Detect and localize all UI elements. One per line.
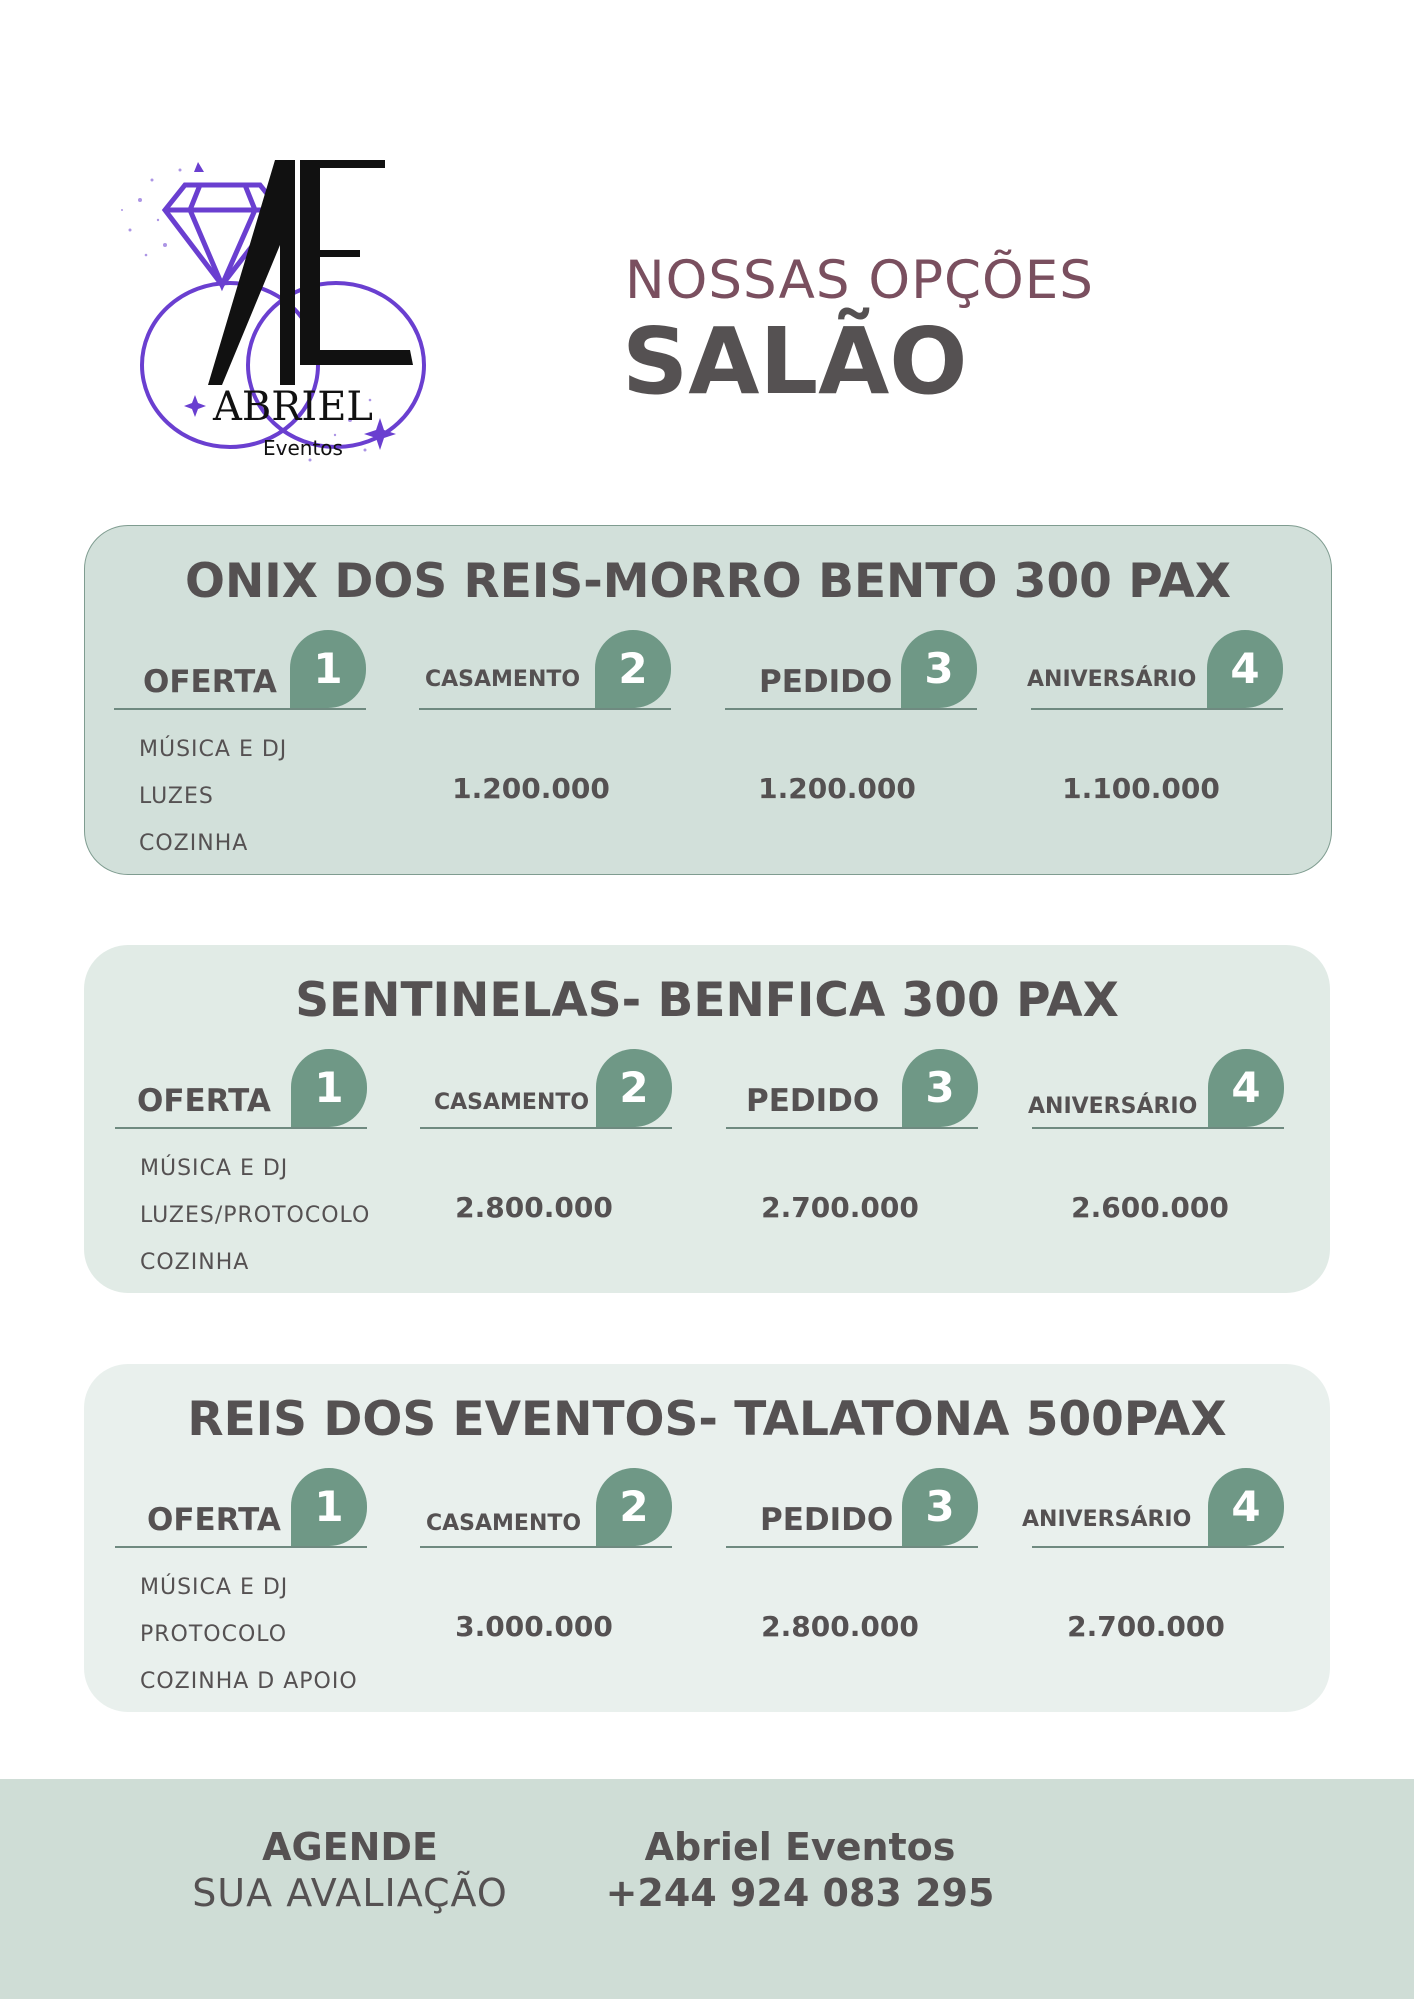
column-aniversario <box>1022 1468 1284 1548</box>
footer-band <box>0 1779 1414 1999</box>
column-label: PEDIDO <box>746 1083 880 1119</box>
column-pedido <box>725 630 977 710</box>
column-number-badge: 1 <box>290 630 366 708</box>
list-item: MÚSICA E DJ <box>140 1575 289 1600</box>
column-number-badge: 4 <box>1207 630 1283 708</box>
footer-contact <box>600 1825 1000 1915</box>
list-item: PROTOCOLO <box>140 1622 288 1647</box>
column-number-badge: 2 <box>595 630 671 708</box>
column-label: ANIVERSÁRIO <box>1027 667 1197 692</box>
column-number-badge: 3 <box>901 630 977 708</box>
column-label: OFERTA <box>143 664 277 700</box>
list-item: MÚSICA E DJ <box>140 1156 289 1181</box>
footer-cta <box>150 1825 550 1915</box>
price-aniversario: 2.700.000 <box>1067 1610 1225 1643</box>
column-label: PEDIDO <box>760 1502 894 1538</box>
column-label: CASAMENTO <box>425 667 581 692</box>
included-items-list <box>140 1564 358 1705</box>
column-label: CASAMENTO <box>434 1090 590 1115</box>
column-casamento <box>419 630 671 710</box>
column-divider <box>420 1127 672 1129</box>
cta-subheading: SUA AVALIAÇÃO <box>192 1871 508 1915</box>
column-number-badge: 1 <box>291 1049 367 1127</box>
venue-title: REIS DOS EVENTOS- TALATONA 500PAX <box>187 1392 1227 1447</box>
list-item: COZINHA <box>139 831 249 856</box>
list-item: LUZES <box>139 784 214 809</box>
venue-card-reis-dos-eventos <box>84 1364 1330 1712</box>
venue-card-sentinelas <box>84 945 1330 1293</box>
column-divider <box>725 708 977 710</box>
page-subtitle: NOSSAS OPÇÕES <box>625 250 1094 311</box>
price-casamento: 2.800.000 <box>455 1191 613 1224</box>
column-number-badge: 1 <box>291 1468 367 1546</box>
column-divider <box>1032 1546 1284 1548</box>
column-number-badge: 4 <box>1208 1468 1284 1546</box>
page-title: SALÃO <box>622 308 968 415</box>
column-oferta <box>114 630 366 710</box>
price-pedido: 1.200.000 <box>758 772 916 805</box>
included-items-list <box>140 1145 370 1286</box>
logo-emblem-icon <box>110 150 470 480</box>
column-divider <box>115 1546 367 1548</box>
column-divider <box>420 1546 672 1548</box>
svg-text:ABRIEL: ABRIEL <box>213 384 373 430</box>
column-oferta <box>115 1468 367 1548</box>
brand-logo <box>110 150 470 480</box>
column-label: ANIVERSÁRIO <box>1028 1094 1198 1119</box>
list-item: COZINHA <box>140 1250 250 1275</box>
price-casamento: 1.200.000 <box>452 772 610 805</box>
column-aniversario <box>1028 1049 1284 1129</box>
list-item: LUZES/PROTOCOLO <box>140 1203 371 1228</box>
column-number-badge: 2 <box>596 1049 672 1127</box>
column-pedido <box>726 1468 978 1548</box>
column-divider <box>726 1546 978 1548</box>
column-divider <box>114 708 366 710</box>
column-divider <box>1031 708 1283 710</box>
brand-name: Abriel Eventos <box>644 1825 956 1869</box>
column-oferta <box>115 1049 367 1129</box>
list-item: MÚSICA E DJ <box>139 737 288 762</box>
svg-text:Eventos: Eventos <box>263 436 343 460</box>
column-number-badge: 3 <box>902 1049 978 1127</box>
price-aniversario: 2.600.000 <box>1071 1191 1229 1224</box>
price-pedido: 2.800.000 <box>761 1610 919 1643</box>
list-item: COZINHA D APOIO <box>140 1669 358 1694</box>
column-label: CASAMENTO <box>426 1511 582 1536</box>
column-casamento <box>420 1468 672 1548</box>
column-label: OFERTA <box>147 1502 281 1538</box>
column-number-badge: 2 <box>596 1468 672 1546</box>
column-divider <box>1032 1127 1284 1129</box>
column-casamento <box>420 1049 672 1129</box>
column-divider <box>726 1127 978 1129</box>
price-pedido: 2.700.000 <box>761 1191 919 1224</box>
column-number-badge: 4 <box>1208 1049 1284 1127</box>
cta-heading: AGENDE <box>262 1825 438 1869</box>
column-label: OFERTA <box>137 1083 271 1119</box>
price-aniversario: 1.100.000 <box>1062 772 1220 805</box>
venue-title: SENTINELAS- BENFICA 300 PAX <box>295 973 1119 1028</box>
venue-title: ONIX DOS REIS-MORRO BENTO 300 PAX <box>185 554 1231 609</box>
venue-card-onix <box>84 525 1332 875</box>
column-label: ANIVERSÁRIO <box>1022 1507 1192 1532</box>
column-divider <box>115 1127 367 1129</box>
phone-number[interactable]: +244 924 083 295 <box>605 1871 995 1915</box>
column-label: PEDIDO <box>759 664 893 700</box>
column-pedido <box>726 1049 978 1129</box>
column-number-badge: 3 <box>902 1468 978 1546</box>
included-items-list <box>139 726 287 867</box>
price-casamento: 3.000.000 <box>455 1610 613 1643</box>
column-aniversario <box>1027 630 1283 710</box>
column-divider <box>419 708 671 710</box>
